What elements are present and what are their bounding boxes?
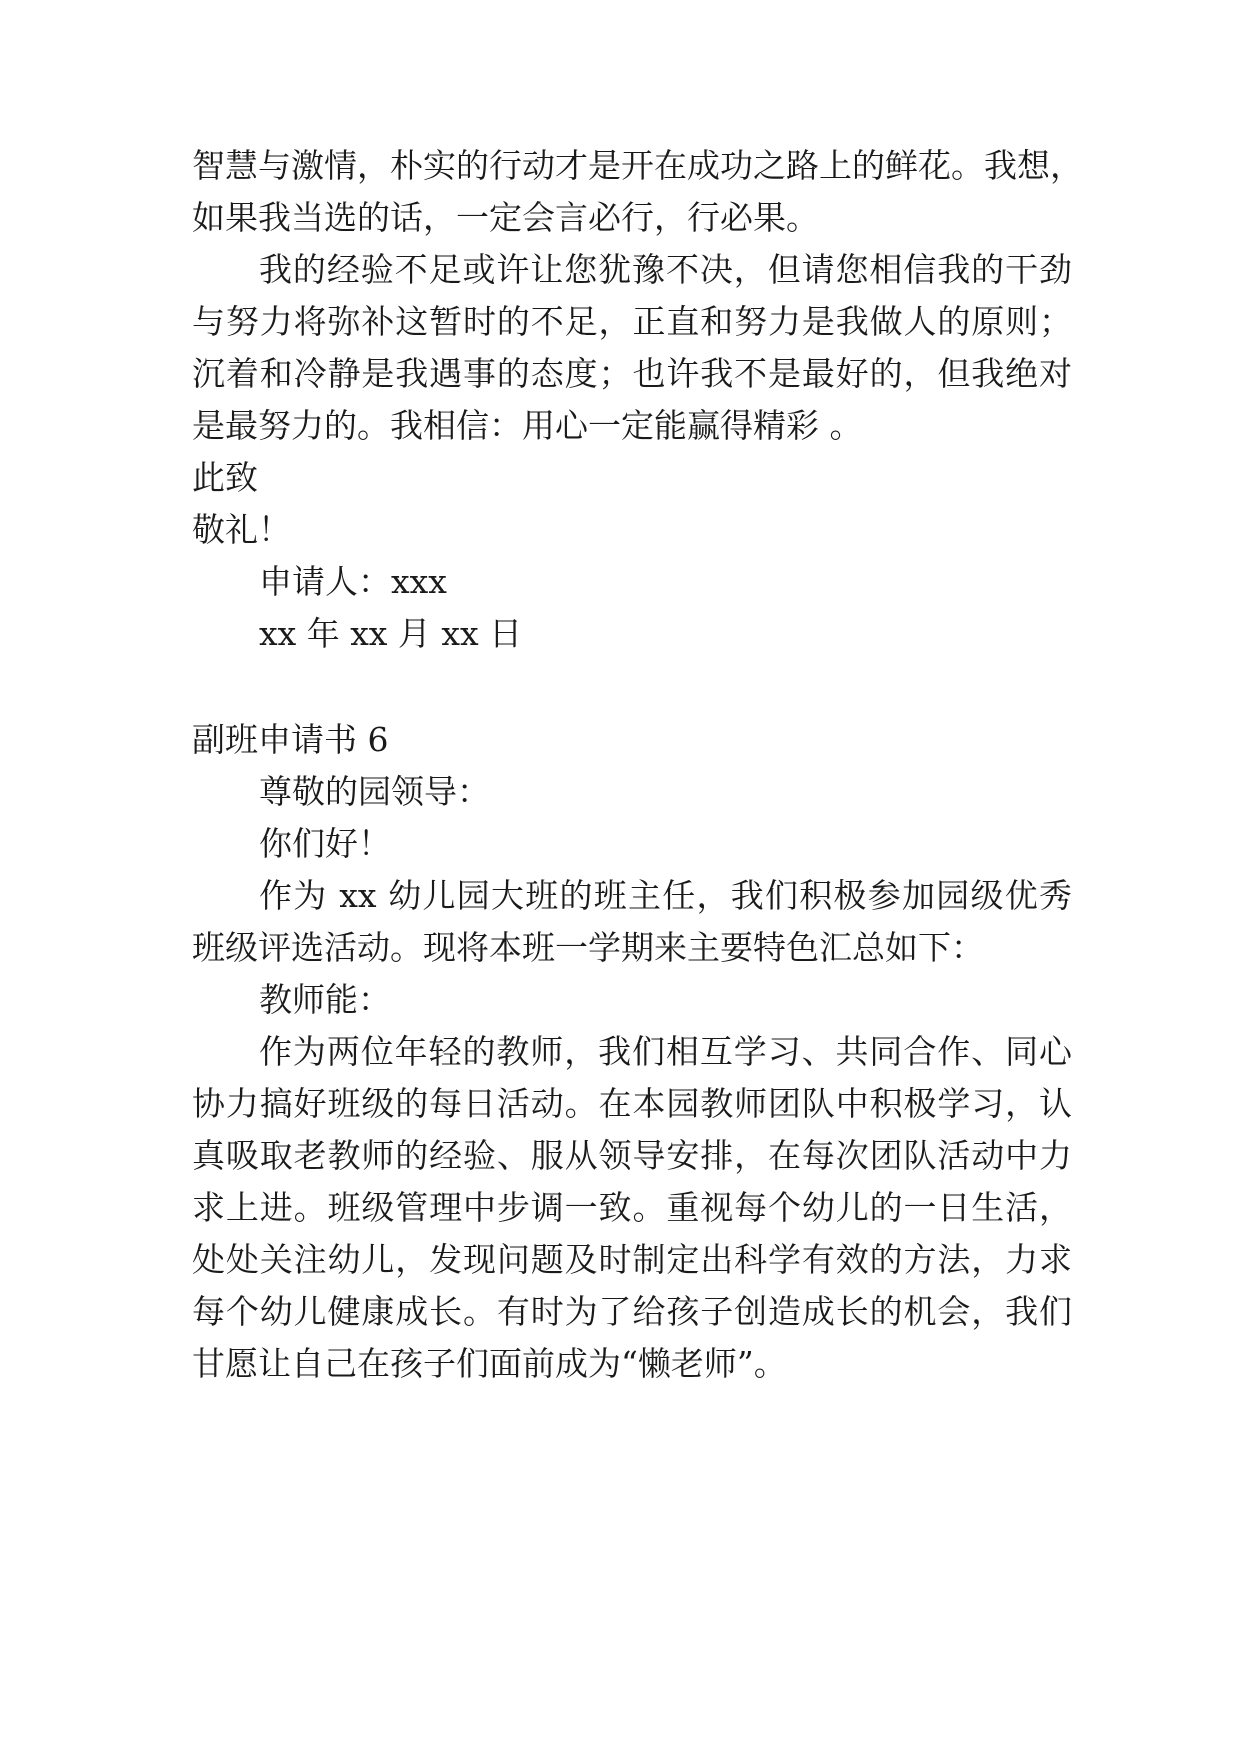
text-line: 是最努力的。我相信：用心一定能赢得精彩 。 [192, 406, 863, 445]
applicant-signature: 申请人：xxx [259, 562, 447, 601]
greeting-addressee: 尊敬的园领导： [259, 772, 490, 811]
greeting-line: 你们好！ [259, 824, 391, 863]
closing-line: 此致 [192, 458, 258, 497]
paragraph-start-line: 作为 xx 幼儿园大班的班主任，我们积极参加园级优秀 [259, 876, 1072, 915]
text-line: 求上进。班级管理中步调一致。重视每个幼儿的一日生活， [192, 1188, 1072, 1227]
text-line: 处处关注幼儿，发现问题及时制定出科学有效的方法，力求 [192, 1240, 1072, 1279]
paragraph-start-line: 作为两位年轻的教师，我们相互学习、共同合作、同心 [259, 1032, 1072, 1071]
text-line: 每个幼儿健康成长。有时为了给孩子创造成长的机会，我们 [192, 1292, 1072, 1331]
paragraph-start-line: 我的经验不足或许让您犹豫不决，但请您相信我的干劲 [259, 250, 1072, 289]
text-line: 如果我当选的话，一定会言必行，行必果。 [192, 198, 819, 237]
section-heading: 副班申请书 6 [192, 720, 389, 759]
text-line: 协力搞好班级的每日活动。在本园教师团队中积极学习，认 [192, 1084, 1072, 1123]
subheading-line: 教师能： [259, 980, 391, 1019]
text-line: 班级评选活动。现将本班一学期来主要特色汇总如下： [192, 928, 984, 967]
text-line: 真吸取老教师的经验、服从领导安排，在每次团队活动中力 [192, 1136, 1072, 1175]
text-line: 与努力将弥补这暂时的不足，正直和努力是我做人的原则； [192, 302, 1072, 341]
text-line: 沉着和冷静是我遇事的态度；也许我不是最好的，但我绝对 [192, 354, 1072, 393]
salutation-line: 敬礼！ [192, 510, 291, 549]
text-line: 智慧与激情，朴实的行动才是开在成功之路上的鲜花。我想， [192, 146, 1083, 185]
text-line: 甘愿让自己在孩子们面前成为“懒老师”。 [192, 1344, 787, 1383]
date-line: xx 年 xx 月 xx 日 [259, 614, 523, 653]
